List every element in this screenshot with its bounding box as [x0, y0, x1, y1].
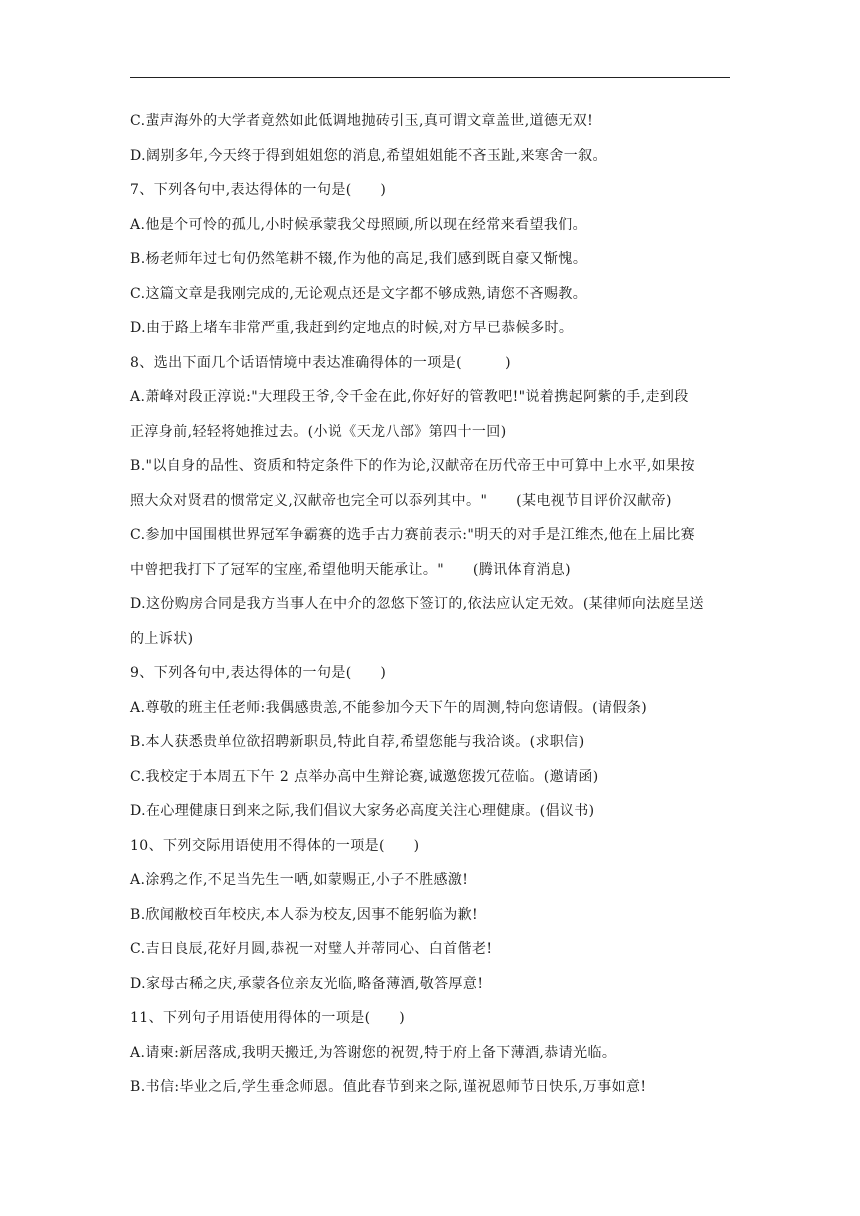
option-d-q8-cont: 的上诉状): [130, 630, 194, 647]
option-b-q10: B.欣闻敝校百年校庆,本人忝为校友,因事不能躬临为歉!: [130, 906, 479, 923]
question-8: 8、选出下面几个话语情境中表达准确得体的一项是( ): [130, 354, 512, 371]
header-rule: [130, 77, 730, 78]
option-a-q9: A.尊敬的班主任老师:我偶感贵恙,不能参加今天下午的周测,特向您请假。(请假条): [130, 699, 648, 716]
question-11: 11、下列句子用语使用得体的一项是( ): [130, 1010, 406, 1026]
option-b-q8: B."以自身的品性、资质和特定条件下的作为论,汉献帝在历代帝王中可算中上水平,如果按: [130, 458, 695, 474]
option-b-q9: B.本人获悉贵单位欲招聘新职员,特此自荐,希望您能与我洽谈。(求职信): [130, 734, 585, 750]
option-d-q7: D.由于路上堵车非常严重,我赶到约定地点的时候,对方早已恭候多时。: [130, 320, 574, 336]
option-d-q6: D.阔别多年,今天终于得到姐姐您的消息,希望姐姐能不吝玉趾,来寒舍一叙。: [130, 147, 607, 164]
question-9: 9、下列各句中,表达得体的一句是( ): [130, 665, 387, 681]
option-b-q8-cont: 照大众对贤君的惯常定义,汉献帝也完全可以忝列其中。" (某电视节目评价汉献帝): [130, 492, 672, 509]
option-a-q7: A.他是个可怜的孤儿,小时候承蒙我父母照顾,所以现在经常来看望我们。: [130, 216, 588, 233]
option-a-q8: A.萧峰对段正淳说:"大理段王爷,令千金在此,你好好的管教吧!"说着携起阿紫的手,走到段: [130, 389, 689, 405]
option-c-q8-cont: 中曾把我打下了冠军的宝座,希望他明天能承让。" (腾讯体育消息): [130, 561, 572, 578]
option-a-q11: A.请柬:新居落成,我明天搬迁,为答谢您的祝贺,特于府上备下薄酒,恭请光临。: [130, 1044, 617, 1061]
option-a-q10: A.涂鸦之作,不足当先生一哂,如蒙赐正,小子不胜感激!: [130, 872, 469, 888]
question-7: 7、下列各句中,表达得体的一句是( ): [130, 182, 387, 198]
option-c-q8: C.参加中国围棋世界冠军争霸赛的选手古力赛前表示:"明天的对手是江维杰,他在上届比赛: [130, 527, 696, 543]
document-body: [130, 104, 732, 1105]
option-d-q10: D.家母古稀之庆,承蒙各位亲友光临,略备薄酒,敬答厚意!: [130, 975, 484, 992]
option-b-q11: B.书信:毕业之后,学生垂念师恩。值此春节到来之际,谨祝恩师节日快乐,万事如意!: [130, 1079, 647, 1095]
question-10: 10、下列交际用语使用不得体的一项是( ): [130, 837, 420, 854]
option-a-q8-cont: 正淳身前,轻轻将她推过去。(小说《天龙八部》第四十一回): [130, 423, 507, 440]
option-c-q6: C.蜚声海外的大学者竟然如此低调地抛砖引玉,真可谓文章盖世,道德无双!: [130, 113, 594, 129]
option-d-q8: D.这份购房合同是我方当事人在中介的忽悠下签订的,依法应认定无效。(某律师向法庭呈送: [130, 596, 704, 612]
option-b-q7: B.杨老师年过七旬仍然笔耕不辍,作为他的高足,我们感到既自豪又惭愧。: [130, 251, 588, 267]
option-c-q10: C.吉日良辰,花好月圆,恭祝一对璧人并蒂同心、白首偕老!: [130, 941, 493, 957]
option-c-q9: C.我校定于本周五下午 2 点举办高中生辩论赛,诚邀您拨冗莅临。(邀请函): [130, 768, 599, 785]
option-d-q9: D.在心理健康日到来之际,我们倡议大家务必高度关注心理健康。(倡议书): [130, 803, 595, 819]
option-c-q7: C.这篇文章是我刚完成的,无论观点还是文字都不够成熟,请您不吝赐教。: [130, 285, 588, 302]
